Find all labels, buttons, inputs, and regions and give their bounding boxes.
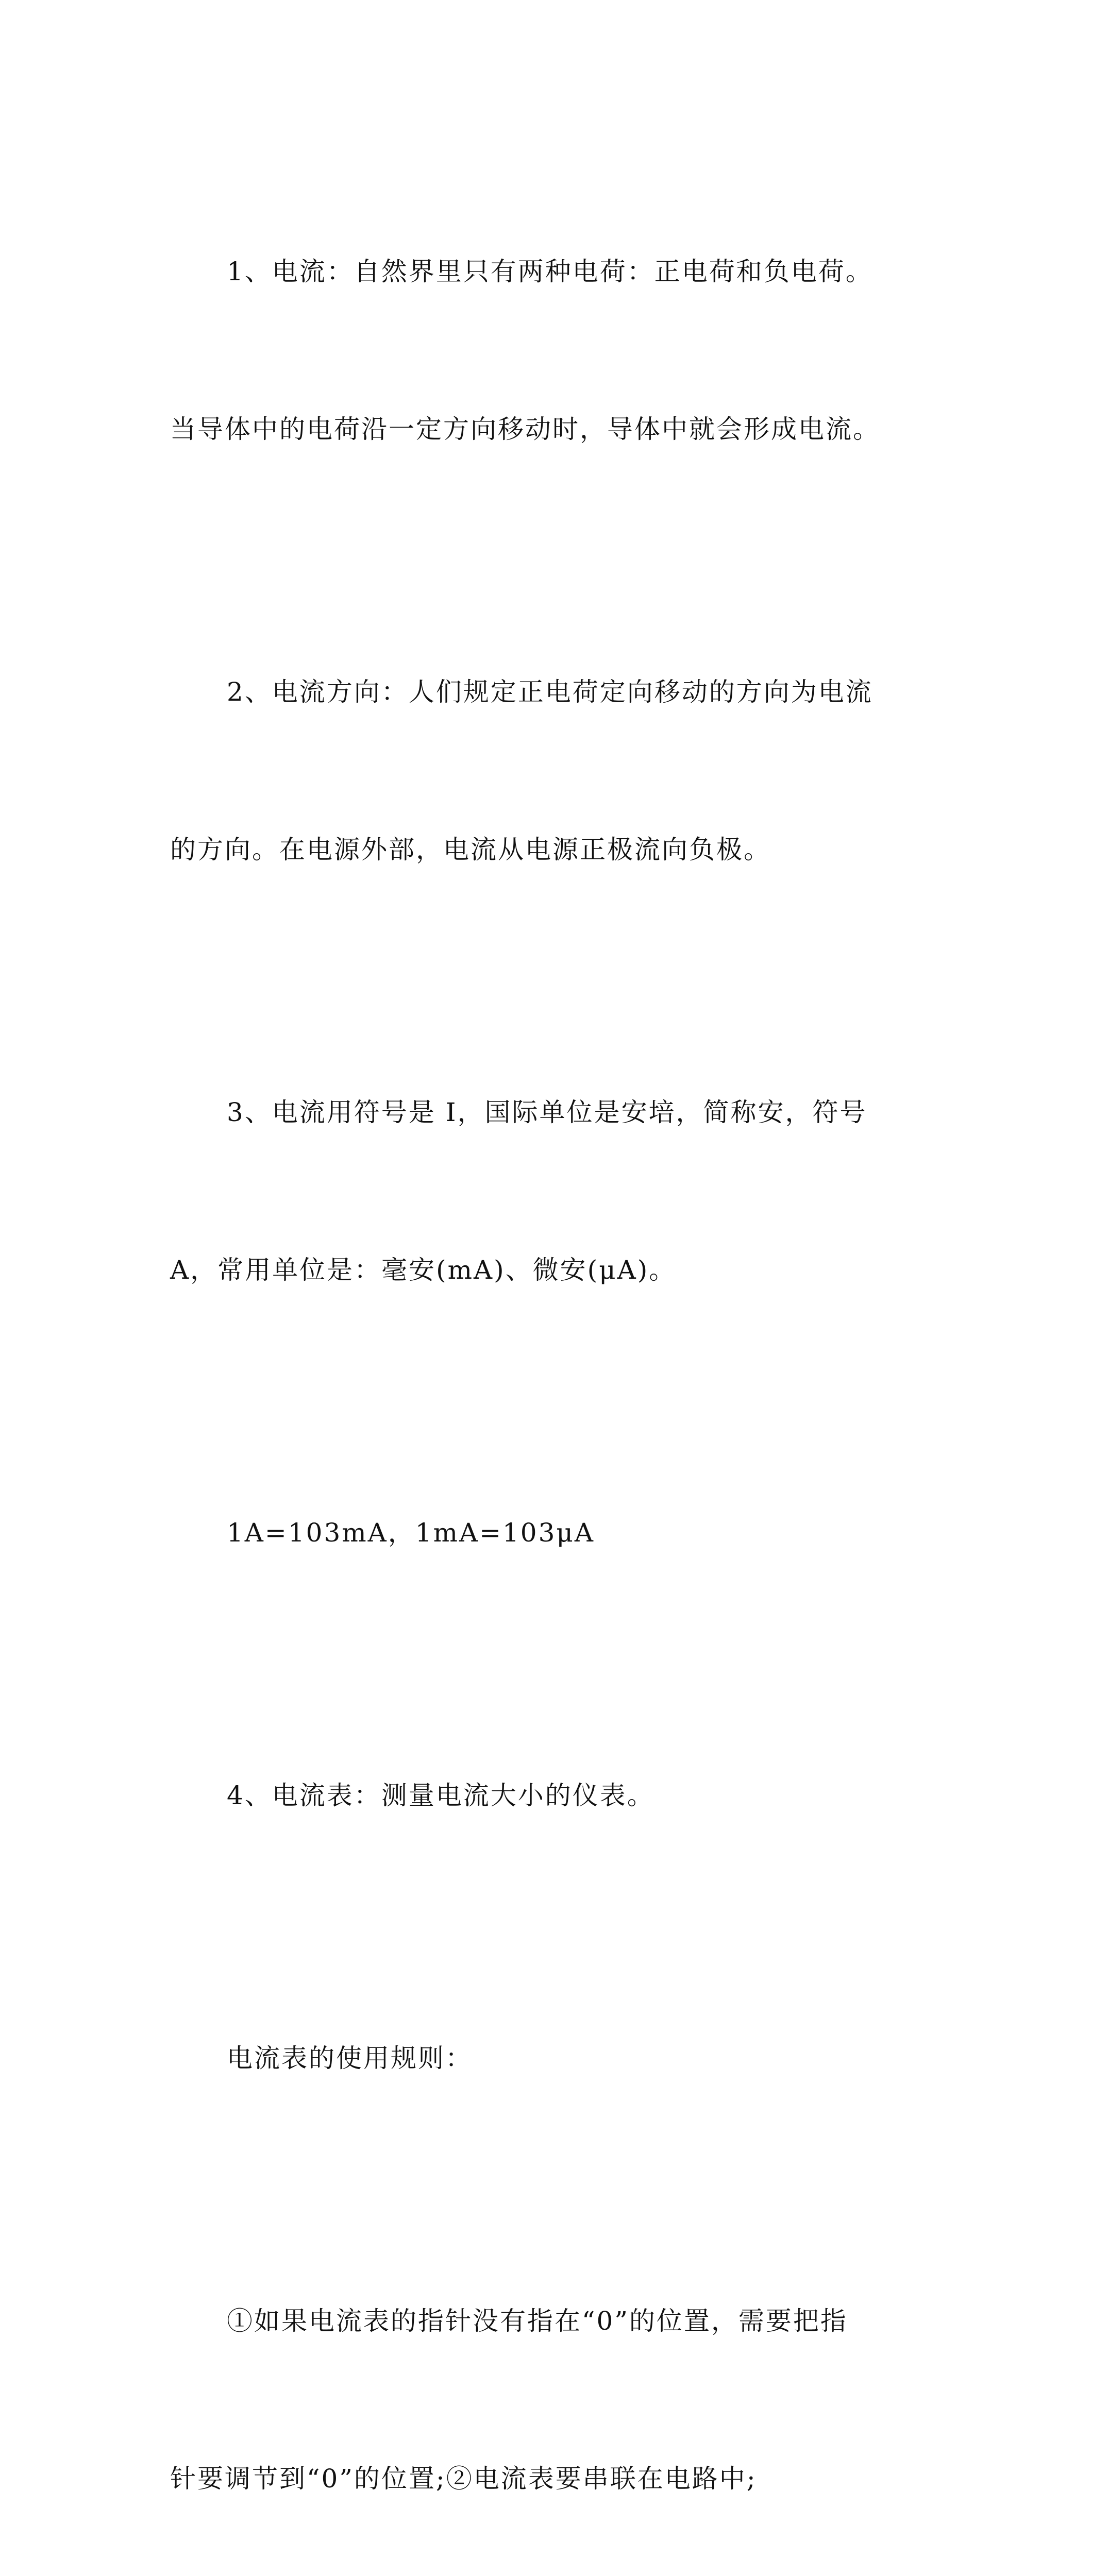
paragraph-current-direction [170, 561, 964, 981]
text-line: 电流表的使用规则： [227, 2043, 473, 2073]
text-line: 2、电流方向：人们规定正电荷定向移动的方向为电流 [227, 677, 873, 707]
text-line: ①如果电流表的指针没有指在“0”的位置，需要把指 [227, 2306, 848, 2336]
text-line: 1A=103mA，1mA=103μA [227, 1518, 595, 1548]
text-line: 4、电流表：测量电流大小的仪表。 [227, 1781, 654, 1810]
document-body [170, 140, 964, 2576]
paragraph-ammeter-definition [170, 1664, 964, 1927]
text-line: 3、电流用符号是 I，国际单位是安培，简称安，符号 [227, 1097, 867, 1127]
text-line: A，常用单位是：毫安(mA)、微安(μA)。 [170, 1255, 677, 1285]
text-line: 针要调节到“0”的位置;②电流表要串联在电路中; [170, 2464, 757, 2494]
text-line: 当导体中的电荷沿一定方向移动时，导体中就会形成电流。 [170, 414, 880, 444]
text-line: 的方向。在电源外部，电流从电源正极流向负极。 [170, 835, 771, 865]
paragraph-rules-1-2 [170, 2190, 964, 2576]
paragraph-current-symbol-units [170, 981, 964, 1401]
paragraph-ammeter-rules-heading [170, 1927, 964, 2190]
paragraph-current-definition [170, 140, 964, 561]
paragraph-unit-conversion [170, 1401, 964, 1664]
text-line: 1、电流：自然界里只有两种电荷：正电荷和负电荷。 [227, 257, 873, 286]
